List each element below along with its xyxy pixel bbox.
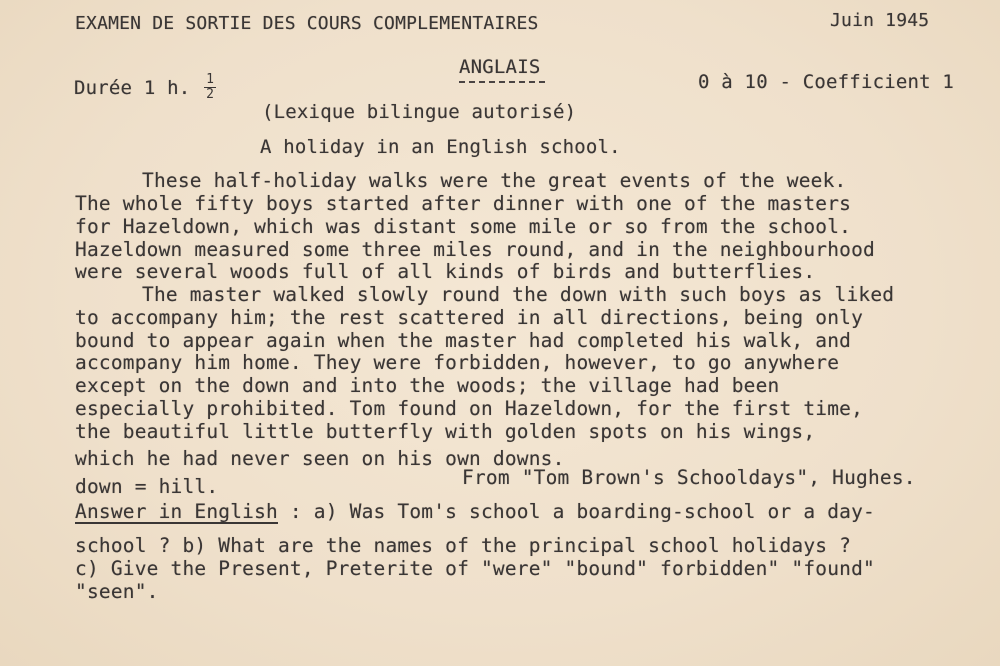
passage-line: accompany him home. They were forbidden, however, to go anywhere — [75, 351, 840, 374]
passage-line: The whole fifty boys started after dinner with one of the masters — [75, 192, 852, 215]
gloss-note: down = hill. — [75, 475, 219, 498]
passage-line: The master walked slowly round the down with such boys as liked — [142, 283, 895, 306]
question-a: : a) Was Tom's school a boarding-school or a day- — [277, 500, 875, 523]
question-c-end: "seen". — [75, 580, 159, 603]
passage-line: bound to appear again when the master had completed his walk, and — [75, 329, 852, 352]
passage-line: to accompany him; the rest scattered in all directions, being only — [75, 306, 864, 329]
passage-line: were several woods full of all kinds of birds and butterflies. — [75, 260, 816, 283]
passage-line: which he had never seen on his own downs. — [75, 447, 565, 470]
dictionary-note: (Lexique bilingue autorisé) — [262, 101, 577, 123]
question-b: school ? b) What are the names of the principal school holidays ? — [75, 534, 852, 557]
subject-title-underline — [459, 81, 545, 83]
exam-date: Juin 1945 — [830, 10, 930, 31]
grading-scale: 0 à 10 - Coefficient 1 — [698, 71, 955, 93]
passage-line: for Hazeldown, which was distant some mile or so from the school. — [75, 215, 852, 238]
passage-line: especially prohibited. Tom found on Hazeldown, for the first time, — [75, 397, 864, 420]
exam-duration: Durée 1 h. — [74, 77, 191, 99]
questions-line — [75, 501, 875, 523]
duration-fraction — [204, 74, 216, 101]
questions-label: Answer in English — [75, 500, 278, 523]
passage-line: except on the down and into the woods; the village had been — [75, 374, 780, 397]
passage-source: From "Tom Brown's Schooldays", Hughes. — [462, 466, 916, 489]
fraction-denominator: 2 — [206, 87, 214, 102]
passage-line: the beautiful little butterfly with golden spots on his wings, — [75, 420, 816, 443]
subject-title: ANGLAIS — [459, 56, 541, 78]
passage-line: Hazeldown measured some three miles round, and in the neighbourhood — [75, 238, 875, 261]
passage-title: A holiday in an English school. — [260, 136, 621, 158]
passage-line: These half-holiday walks were the great events of the week. — [142, 169, 847, 192]
question-c: c) Give the Present, Preterite of "were" "bound" forbidden" "found" — [75, 557, 875, 580]
exam-title: EXAMEN DE SORTIE DES COURS COMPLEMENTAIRES — [75, 13, 539, 34]
fraction-numerator: 1 — [206, 72, 214, 87]
